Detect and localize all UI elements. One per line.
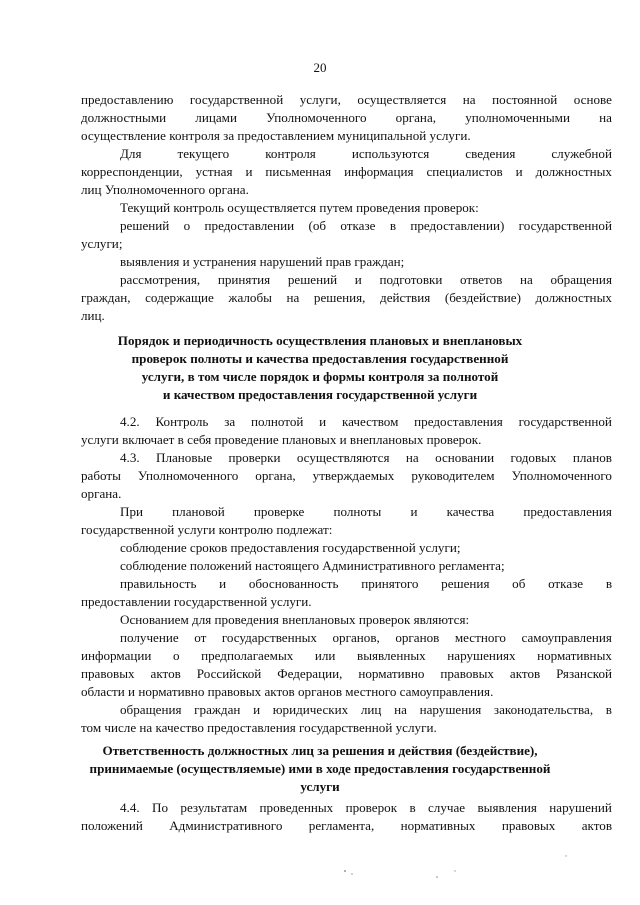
justified-line: предоставлению государственной услуги, осуществляется на постоянной основе [81, 92, 612, 107]
paragraph-line: осуществление контроля за предоставлением муниципальной услуги. [81, 128, 471, 143]
justified-line: 4.2. Контроль за полнотой и качеством предоставления государственной [120, 414, 612, 429]
paragraph-line: лиц. [81, 308, 105, 323]
paragraph-line: лиц Уполномоченного органа. [81, 182, 249, 197]
justified-line: При плановой проверке полноты и качества предоставления [120, 504, 612, 519]
page-number: 20 [313, 60, 327, 75]
justified-line: 4.3. Плановые проверки осуществляются на основании годовых планов [120, 450, 612, 465]
justified-line: правовых актов Российской Федерации, нормативно правовых актов Рязанской [81, 666, 612, 681]
justified-line: положений Административного регламента, нормативных правовых актов [81, 818, 612, 833]
paragraph-line: области и нормативно правовых актов органов местного самоуправления. [81, 684, 494, 699]
justified-line: граждан, содержащие жалобы на решения, действия (бездействие) должностных [81, 290, 612, 305]
paragraph-line: органа. [81, 486, 122, 501]
speck [436, 876, 438, 878]
paragraph-current-control-method: Текущий контроль осуществляется путем проведения проверок: [120, 200, 479, 215]
heading-line: услуги, в том числе порядок и формы контроля за полнотой [141, 369, 499, 384]
paragraph-line: услуги включает в себя проведение плановых и внеплановых проверок. [81, 432, 482, 447]
heading-line: принимаемые (осуществляемые) ими в ходе предоставления государственной [89, 761, 551, 776]
justified-line: работы Уполномоченного органа, утверждаемых руководителем Уполномоченного [81, 468, 612, 483]
justified-line: 4.4. По результатам проведенных проверок в случае выявления нарушений [120, 800, 612, 815]
justified-line: должностными лицами Уполномоченного органа, уполномоченными на [81, 110, 612, 125]
speck [344, 870, 346, 872]
list-item: соблюдение положений настоящего Административного регламента; [120, 558, 505, 573]
justified-line: информации о предполагаемых или выявленных нарушениях нормативных [81, 648, 612, 663]
justified-line: получение от государственных органов, органов местного самоуправления [120, 630, 612, 645]
speck [454, 870, 455, 871]
justified-line: рассмотрения, принятия решений и подготовки ответов на обращения [120, 272, 612, 287]
justified-line: корреспонденции, устная и письменная информация специалистов и должностных [81, 164, 612, 179]
paragraph-line: том числе на качество предоставления государственной услуги. [81, 720, 437, 735]
heading-line: услуги [300, 779, 340, 794]
heading-line: Ответственность должностных лиц за решения и действия (бездействие), [102, 743, 538, 758]
justified-line: правильность и обоснованность принятого решения об отказе в [120, 576, 612, 591]
heading-line: Порядок и периодичность осуществления плановых и внеплановых [117, 333, 523, 348]
justified-line: Для текущего контроля используются сведения служебной [120, 146, 612, 161]
paragraph-line: услуги; [81, 236, 123, 251]
heading-line: проверок полноты и качества предоставления государственной [131, 351, 509, 366]
paragraph-line: предоставлении государственной услуги. [81, 594, 312, 609]
heading-line: и качеством предоставления государственной услуги [162, 387, 478, 402]
list-item: соблюдение сроков предоставления государственной услуги; [120, 540, 461, 555]
justified-line: решений о предоставлении (об отказе в предоставлении) государственной [120, 218, 612, 233]
paragraph-unplanned-basis: Основанием для проведения внеплановых проверок являются: [120, 612, 470, 627]
paragraph-line: государственной услуги контролю подлежат: [81, 522, 333, 537]
justified-line: обращения граждан и юридических лиц на нарушения законодательства, в [120, 702, 612, 717]
speck [565, 855, 566, 856]
paragraph-check-violations: выявления и устранения нарушений прав граждан; [120, 254, 405, 269]
speck [351, 873, 352, 874]
